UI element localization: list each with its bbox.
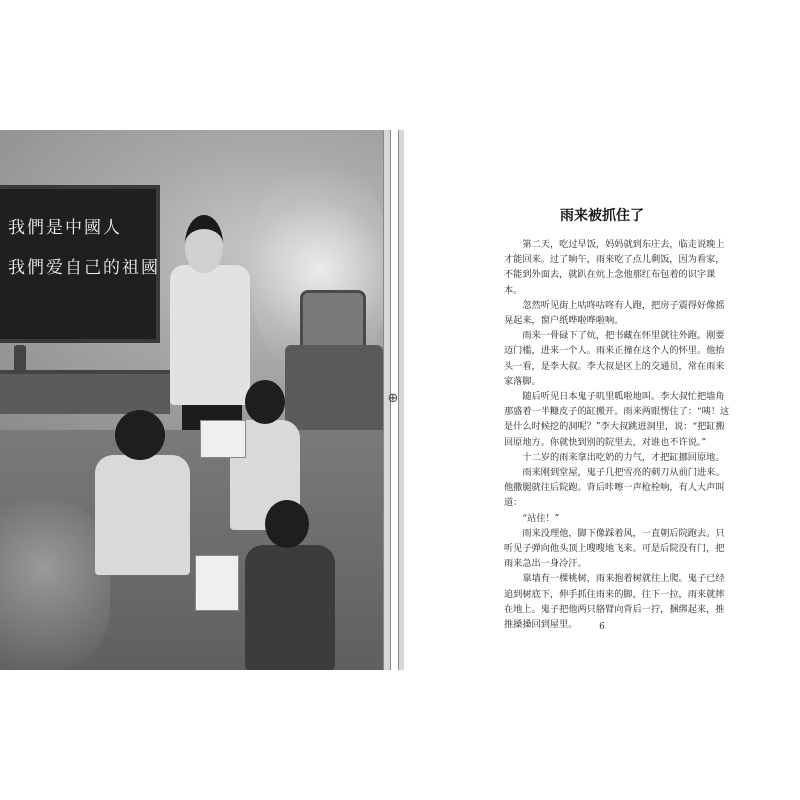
book-spread bbox=[0, 130, 800, 670]
paragraph: 雨来刚到堂屋，鬼子几把雪亮的刺刀从前门进来。他撒腿就往后院跑。背后咔嚓一声枪栓响，有人大声叫道： bbox=[504, 467, 725, 509]
body-text bbox=[504, 237, 730, 632]
teacher-desk bbox=[0, 370, 170, 414]
blackboard-line: 我們爱自己的祖國 bbox=[8, 258, 160, 278]
student-front-head bbox=[265, 500, 309, 548]
open-textbook bbox=[200, 420, 246, 458]
registration-mark-icon: ⊕ bbox=[387, 391, 399, 406]
paragraph: 雨来没理他，脚下像踩着风，一直朝后院跑去。只听见子弹向他头顶上嗖嗖地飞来。可是后院没有门，把雨来急出一身冷汗。 bbox=[504, 527, 725, 570]
millstone bbox=[0, 500, 110, 670]
illustration-page bbox=[0, 130, 383, 670]
paragraph: 十二岁的雨来拿出吃奶的力气，才把缸挪回原地。 bbox=[522, 451, 725, 463]
teacher-figure bbox=[170, 265, 250, 405]
student-girl-head bbox=[115, 410, 165, 460]
paragraph: 雨来一骨碌下了炕，把书藏在怀里就往外跑。刚要迈门槛，进来一个人。雨来正撞在这个人的怀里。他抬头一看，是李大叔。李大叔是区上的交通员，常在雨来家落脚。 bbox=[504, 330, 725, 387]
text-page bbox=[404, 130, 800, 670]
page-number: 6 bbox=[599, 622, 605, 632]
blackboard bbox=[0, 185, 160, 343]
student-girl-figure bbox=[95, 455, 190, 575]
paragraph: 随后听见日本鬼子叽里呱啦地叫。李大叔忙把墙角那盛着一半糠皮子的缸搬开。雨来两眼愣住了：“咦！这是什么时候挖的洞呢？”李大叔跳进洞里，说：“把缸搬回原地方。你就快到别的院里去，对谁也不许说。” bbox=[504, 391, 730, 448]
paragraph: 靠墙有一棵桃树，雨来抱着树就往上爬。鬼子已经追到树底下，伸手抓住雨来的脚，往下一拉，雨来就摔在地上。鬼子把他两只胳臂向背后一拧，捆绑起来，推推搡搡回到屋里。 bbox=[504, 573, 725, 631]
paragraph: 忽然听见街上咕咚咕咚有人跑，把房子震得好像摇晃起来，窗户纸哗啦哗啦响。 bbox=[504, 299, 725, 327]
open-textbook bbox=[195, 555, 239, 611]
chapter-title: 雨来被抓住了 bbox=[560, 208, 644, 224]
student-front-figure bbox=[245, 545, 335, 670]
paragraph: “站住！” bbox=[522, 512, 560, 524]
teacher-head bbox=[185, 215, 223, 273]
blackboard-line: 我們是中國人 bbox=[8, 218, 122, 238]
paragraph: 第二天，吃过早饭，妈妈就到东庄去，临走说晚上才能回来。过了晌午，雨来吃了点儿剩饭，因为看家，不能到外面去，就趴在炕上念他那红布包着的识字课本。 bbox=[504, 239, 725, 296]
student-boy-head bbox=[245, 380, 285, 424]
